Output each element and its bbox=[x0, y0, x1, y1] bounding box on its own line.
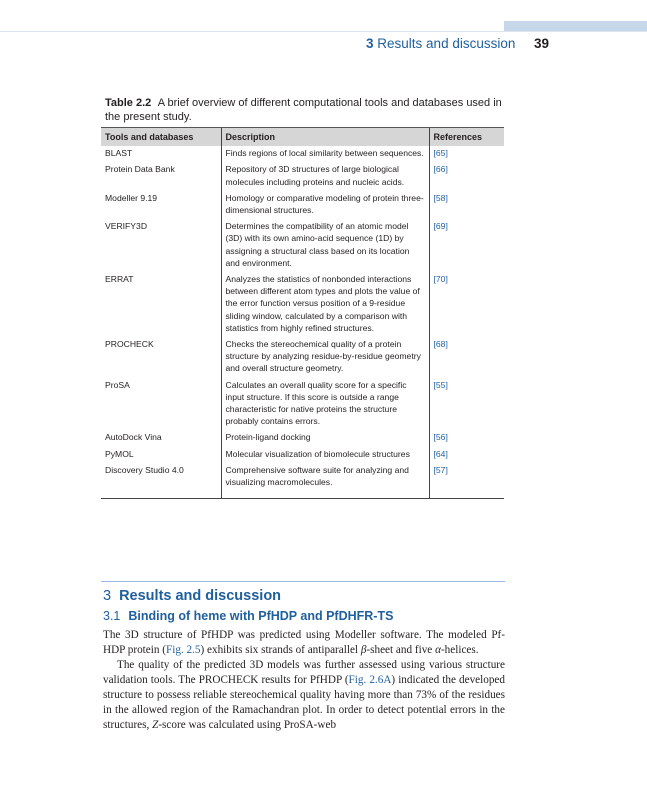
table-row bbox=[101, 272, 504, 337]
reference-link[interactable]: [70] bbox=[429, 272, 504, 337]
body-text bbox=[103, 628, 505, 733]
tool-name: ERRAT bbox=[105, 274, 134, 285]
subsection-number: 3.1 bbox=[103, 609, 121, 623]
reference-link[interactable]: [64] bbox=[429, 447, 504, 463]
paragraph-text: -score was calculated using ProSA-web bbox=[158, 719, 337, 731]
running-header bbox=[366, 36, 515, 51]
table-row bbox=[101, 191, 504, 219]
paragraph bbox=[103, 628, 505, 658]
section-title: Results and discussion bbox=[119, 588, 282, 604]
reference-link[interactable]: [66] bbox=[429, 162, 504, 190]
section-number: 3 bbox=[103, 588, 112, 604]
reference-link[interactable]: [56] bbox=[429, 430, 504, 446]
tool-description: Protein-ligand docking bbox=[221, 430, 429, 446]
tool-description: Calculates an overall quality score for a specific input structure. If this score is outside a range characteristic for native proteins the structure probably contains errors. bbox=[221, 378, 429, 431]
tool-description: Repository of 3D structures of large biological molecules including proteins and nucleic acids. bbox=[221, 162, 429, 190]
reference-link[interactable]: [55] bbox=[429, 378, 504, 431]
table-label: Table 2.2 bbox=[105, 97, 152, 109]
paragraph-text: -helices. bbox=[440, 644, 479, 656]
italic-symbol: Z bbox=[152, 719, 159, 731]
paragraph-text: ) indicated the developed structure to possess reliable stereochemical quality having more than 73% of the residues in the allowed region of the Ramachandran plot. In order to detect potential errors in the structures, bbox=[103, 674, 505, 731]
table-row bbox=[101, 146, 504, 162]
paragraph-text: The quality of the predicted 3D models was further assessed using various structure validation tools. The PROCHECK results for PfHDP ( bbox=[103, 659, 505, 686]
reference-link[interactable]: [68] bbox=[429, 337, 504, 378]
figure-link[interactable]: Fig. 2.5 bbox=[165, 644, 201, 656]
table-header-row bbox=[101, 128, 504, 147]
page-number: 39 bbox=[534, 36, 550, 51]
column-header-tools: Tools and databases bbox=[101, 128, 221, 147]
figure-link[interactable]: Fig. 2.6A bbox=[348, 674, 392, 686]
table-row bbox=[101, 463, 504, 499]
column-header-references: References bbox=[429, 128, 504, 147]
greek-symbol: β bbox=[360, 644, 367, 656]
table-row bbox=[101, 162, 504, 190]
table-row bbox=[101, 219, 504, 272]
paragraph-text: -sheet and five bbox=[366, 644, 436, 656]
tool-name: Discovery Studio 4.0 bbox=[105, 464, 184, 475]
tools-table bbox=[101, 127, 504, 499]
tool-name: Protein Data Bank bbox=[105, 164, 175, 175]
table-row bbox=[101, 430, 504, 446]
table-row bbox=[101, 337, 504, 378]
tool-description: Analyzes the statistics of nonbonded interactions between different atom types and plots the value of the error function versus position of a 9-residue sliding window, calculated by a comparison with statistics from highly refined structures. bbox=[221, 272, 429, 337]
tool-name: PROCHECK bbox=[105, 339, 154, 350]
column-header-description: Description bbox=[221, 128, 429, 147]
tool-name: ProSA bbox=[105, 379, 130, 390]
running-header-number: 3 bbox=[366, 36, 374, 51]
subsection-heading bbox=[103, 609, 393, 623]
tool-description: Determines the compatibility of an atomic model (3D) with its own amino-acid sequence (1D) by assigning a structural class based on its location and environment. bbox=[221, 219, 429, 272]
tool-description: Molecular visualization of biomolecule structures bbox=[221, 447, 429, 463]
section-divider bbox=[101, 581, 505, 582]
paragraph-text: ) exhibits six strands of antiparallel bbox=[200, 644, 361, 656]
tool-description: Checks the stereochemical quality of a protein structure by analyzing residue-by-residue geometry and overall structure geometry. bbox=[221, 337, 429, 378]
section-heading bbox=[103, 588, 281, 604]
table-caption-text: A brief overview of different computational tools and databases used in the present study. bbox=[105, 97, 502, 123]
tool-description: Comprehensive software suite for analyzing and visualizing macromolecules. bbox=[221, 463, 429, 499]
tool-name: PyMOL bbox=[105, 448, 134, 459]
header-accent-bar bbox=[504, 21, 647, 31]
paragraph-text: The 3D structure of PfHDP was predicted using Modeller software. The modeled Pf-HDP protein ( bbox=[103, 629, 505, 656]
header-rule bbox=[0, 31, 647, 32]
subsection-title: Binding of heme with PfHDP and PfDHFR-TS bbox=[128, 609, 394, 623]
reference-link[interactable]: [58] bbox=[429, 191, 504, 219]
table-caption bbox=[105, 96, 505, 124]
table-row bbox=[101, 447, 504, 463]
tool-name: VERIFY3D bbox=[105, 221, 148, 232]
paragraph bbox=[103, 658, 505, 733]
tool-description: Homology or comparative modeling of protein three-dimensional structures. bbox=[221, 191, 429, 219]
greek-symbol: α bbox=[435, 644, 441, 656]
reference-link[interactable]: [57] bbox=[429, 463, 504, 499]
tool-name: BLAST bbox=[105, 148, 133, 159]
reference-link[interactable]: [65] bbox=[429, 146, 504, 162]
table-row bbox=[101, 378, 504, 431]
tool-description: Finds regions of local similarity between sequences. bbox=[221, 146, 429, 162]
running-header-title: Results and discussion bbox=[377, 36, 516, 51]
reference-link[interactable]: [69] bbox=[429, 219, 504, 272]
tool-name: Modeller 9.19 bbox=[105, 192, 158, 203]
tool-name: AutoDock Vina bbox=[105, 432, 162, 443]
